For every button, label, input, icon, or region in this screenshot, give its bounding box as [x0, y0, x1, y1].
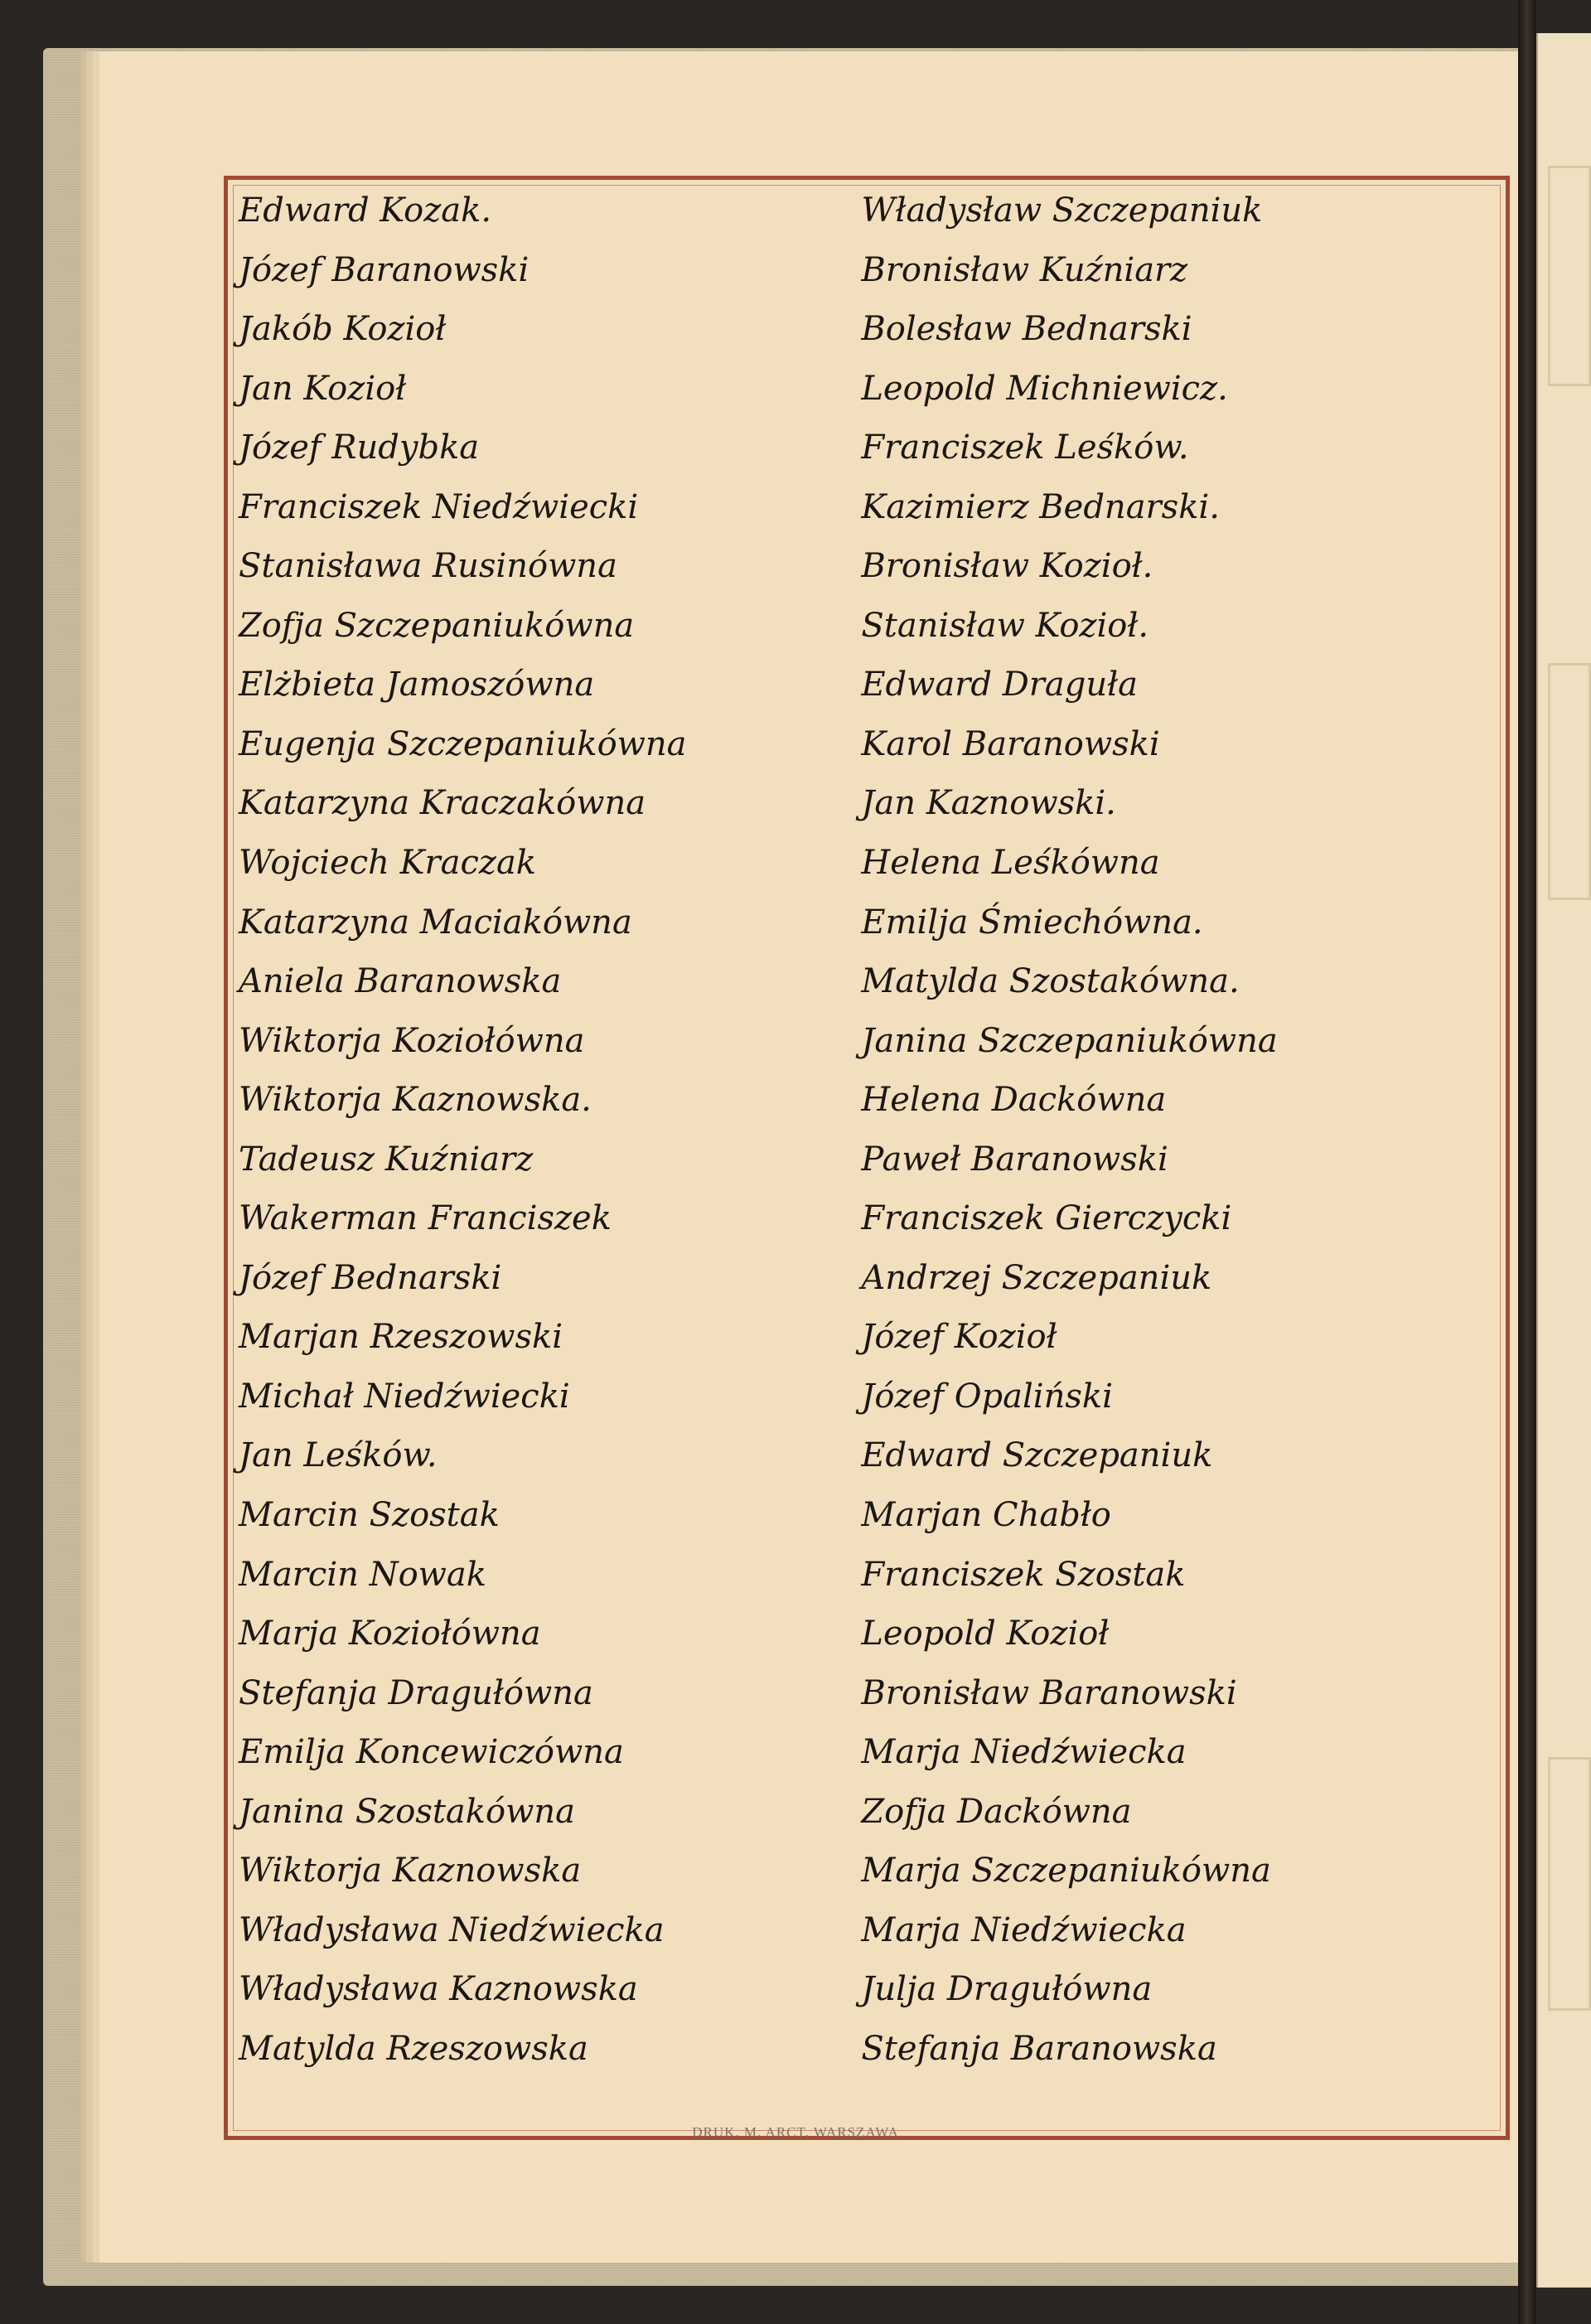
signature-name: Marjan Rzeszowski: [239, 1318, 563, 1357]
signature-name: Michał Niedźwiecki: [239, 1377, 570, 1416]
signature-name: Janina Szczepaniukówna: [861, 1021, 1278, 1060]
signature-name: Stefanja Dragułówna: [239, 1673, 593, 1712]
book-gutter: [1518, 0, 1536, 2324]
signature-name: Emilja Śmiechówna.: [861, 903, 1203, 942]
facing-page-edge: [1536, 33, 1591, 2288]
signature-name: Andrzej Szczepaniuk: [861, 1258, 1212, 1297]
signature-name: Leopold Kozioł: [861, 1615, 1110, 1653]
signature-name: Władysława Niedźwiecka: [239, 1910, 665, 1949]
signature-name: Edward Draguła: [861, 666, 1138, 704]
right-signature-column: [828, 189, 1500, 2070]
signature-name: Jan Leśków.: [239, 1436, 438, 1475]
signature-name: Wakerman Franciszek: [239, 1199, 612, 1238]
signature-name: Franciszek Szostak: [861, 1555, 1186, 1594]
signature-name: Bolesław Bednarski: [861, 310, 1192, 349]
signature-name: Zofja Szczepaniukówna: [239, 606, 635, 645]
signature-name: Karol Baranowski: [861, 724, 1160, 763]
facing-page-ornament: [1548, 663, 1591, 900]
signature-name: Józef Baranowski: [239, 250, 530, 289]
signature-name: Jakób Kozioł: [239, 310, 447, 349]
signature-name: Zofja Dackówna: [861, 1792, 1132, 1831]
signature-name: Marja Koziołówna: [239, 1615, 541, 1653]
signature-name: Stanisław Kozioł.: [861, 606, 1149, 645]
signature-name: Wiktorja Koziołówna: [239, 1021, 585, 1060]
signature-name: Józef Bednarski: [239, 1258, 502, 1297]
signature-name: Elżbieta Jamoszówna: [239, 666, 595, 704]
signature-name: Józef Rudybka: [239, 428, 480, 467]
signature-name: Edward Kozak.: [239, 191, 492, 230]
signature-name: Wiktorja Kaznowska.: [239, 1081, 592, 1120]
signature-name: Matylda Szostakówna.: [861, 962, 1240, 1001]
signature-name: Marcin Szostak: [239, 1496, 500, 1535]
signature-name: Tadeusz Kuźniarz: [239, 1140, 534, 1179]
signature-name: Marjan Chabło: [861, 1496, 1111, 1535]
signature-name: Władysława Kaznowska: [239, 1970, 638, 2009]
signature-name: Marja Szczepaniukówna: [861, 1852, 1271, 1891]
signature-name: Kazimierz Bednarski.: [861, 487, 1220, 526]
signature-name: Julja Dragułówna: [861, 1970, 1153, 2009]
signature-name: Franciszek Leśków.: [861, 428, 1189, 467]
signature-name: Katarzyna Maciakówna: [239, 903, 632, 942]
signature-name: Katarzyna Kraczakówna: [239, 784, 646, 823]
signature-name: Władysław Szczepaniuk: [861, 191, 1263, 230]
signature-name: Eugenja Szczepaniukówna: [239, 724, 687, 763]
signature-list: [232, 189, 1500, 2070]
signature-name: Jan Kaznowski.: [861, 784, 1116, 823]
signature-name: Leopold Michniewicz.: [861, 369, 1228, 408]
signature-name: Stefanja Baranowska: [861, 2029, 1217, 2068]
signature-name: Bronisław Kuźniarz: [861, 250, 1188, 289]
signature-name: Bronisław Baranowski: [861, 1673, 1237, 1712]
signature-name: Józef Kozioł: [861, 1318, 1057, 1357]
signature-name: Wiktorja Kaznowska: [239, 1852, 582, 1891]
facing-page-ornament: [1548, 166, 1591, 386]
signature-name: Janina Szostakówna: [239, 1792, 575, 1831]
signature-name: Wojciech Kraczak: [239, 844, 537, 883]
signature-name: Matylda Rzeszowska: [239, 2029, 588, 2068]
signature-name: Jan Kozioł: [239, 369, 407, 408]
signature-name: Emilja Koncewiczówna: [239, 1733, 624, 1772]
signature-name: Marcin Nowak: [239, 1555, 487, 1594]
signature-name: Marja Niedźwiecka: [861, 1910, 1187, 1949]
facing-page-ornament: [1548, 1757, 1591, 2011]
signature-name: Edward Szczepaniuk: [861, 1436, 1213, 1475]
signature-name: Marja Niedźwiecka: [861, 1733, 1187, 1772]
signature-name: Józef Opaliński: [861, 1377, 1113, 1416]
signature-name: Bronisław Kozioł.: [861, 547, 1153, 586]
printer-imprint: DRUK. M. ARCT, WARSZAWA: [692, 2124, 899, 2140]
signature-name: Franciszek Gierczycki: [861, 1199, 1232, 1238]
signature-name: Helena Dackówna: [861, 1081, 1167, 1120]
signature-name: Helena Leśkówna: [861, 844, 1160, 883]
signature-name: Stanisława Rusinówna: [239, 547, 617, 586]
signature-name: Franciszek Niedźwiecki: [239, 487, 639, 526]
left-signature-column: [232, 189, 828, 2070]
signature-name: Aniela Baranowska: [239, 962, 562, 1001]
signature-name: Paweł Baranowski: [861, 1140, 1168, 1179]
